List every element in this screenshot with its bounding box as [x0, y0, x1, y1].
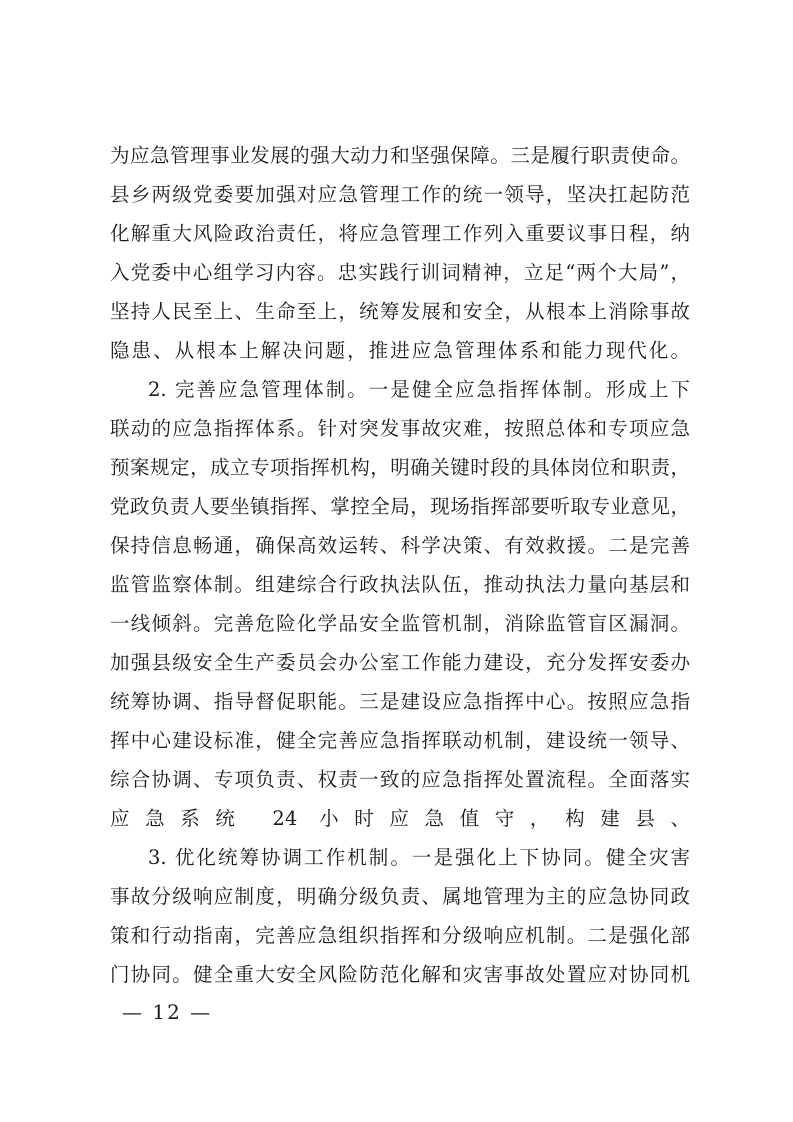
text-line: 事故分级响应制度，明确分级负责、属地管理为主的应急协同政	[110, 885, 690, 908]
text-line: 联动的应急指挥体系。针对突发事故灾难，按照总体和专项应急	[110, 417, 690, 440]
text-line: 统筹协调、指导督促职能。三是建设应急指挥中心。按照应急指	[110, 690, 690, 713]
page-number: — 12 —	[122, 1000, 213, 1024]
text-line: 3. 优化统筹协调工作机制。一是强化上下协同。健全灾害	[148, 846, 690, 869]
text-line: 为应急管理事业发展的强大动力和坚强保障。三是履行职责使命。	[110, 144, 690, 167]
document-body	[110, 136, 690, 994]
text-line: 门协同。健全重大安全风险防范化解和灾害事故处置应对协同机	[110, 963, 690, 986]
text-line: 挥中心建设标准，健全完善应急指挥联动机制，建设统一领导、	[110, 729, 690, 752]
text-line: 保持信息畅通，确保高效运转、科学决策、有效救援。二是完善	[110, 534, 690, 557]
text-line: 入党委中心组学习内容。忠实践行训词精神，立足“两个大局”，	[110, 261, 690, 284]
text-line: 2. 完善应急管理体制。一是健全应急指挥体制。形成上下	[148, 378, 690, 401]
text-line: 化解重大风险政治责任，将应急管理工作列入重要议事日程，纳	[110, 222, 690, 245]
paragraph-item-2	[110, 370, 690, 838]
text-line: 综合协调、专项负责、权责一致的应急指挥处置流程。全面落实	[110, 768, 690, 791]
text-line: 县乡两级党委要加强对应急管理工作的统一领导，坚决扛起防范	[110, 183, 690, 206]
text-line: 加强县级安全生产委员会办公室工作能力建设，充分发挥安委办	[110, 651, 690, 674]
text-line: 预案规定，成立专项指挥机构，明确关键时段的具体岗位和职责，	[110, 456, 690, 479]
text-line: 策和行动指南，完善应急组织指挥和分级响应机制。二是强化部	[110, 924, 690, 947]
text-line: 坚持人民至上、生命至上，统筹发展和安全，从根本上消除事故	[110, 300, 690, 323]
text-line: 监管监察体制。组建综合行政执法队伍，推动执法力量向基层和	[110, 573, 690, 596]
paragraph-continued	[110, 136, 690, 370]
text-line: 一线倾斜。完善危险化学品安全监管机制，消除监管盲区漏洞。	[110, 612, 690, 635]
text-line: 隐患、从根本上解决问题，推进应急管理体系和能力现代化。	[110, 339, 690, 362]
text-line: 应急系统 24 小时应急值守，构建县、	[110, 807, 690, 830]
text-line: 党政负责人要坐镇指挥、掌控全局，现场指挥部要听取专业意见，	[110, 495, 690, 518]
paragraph-item-3	[110, 838, 690, 994]
